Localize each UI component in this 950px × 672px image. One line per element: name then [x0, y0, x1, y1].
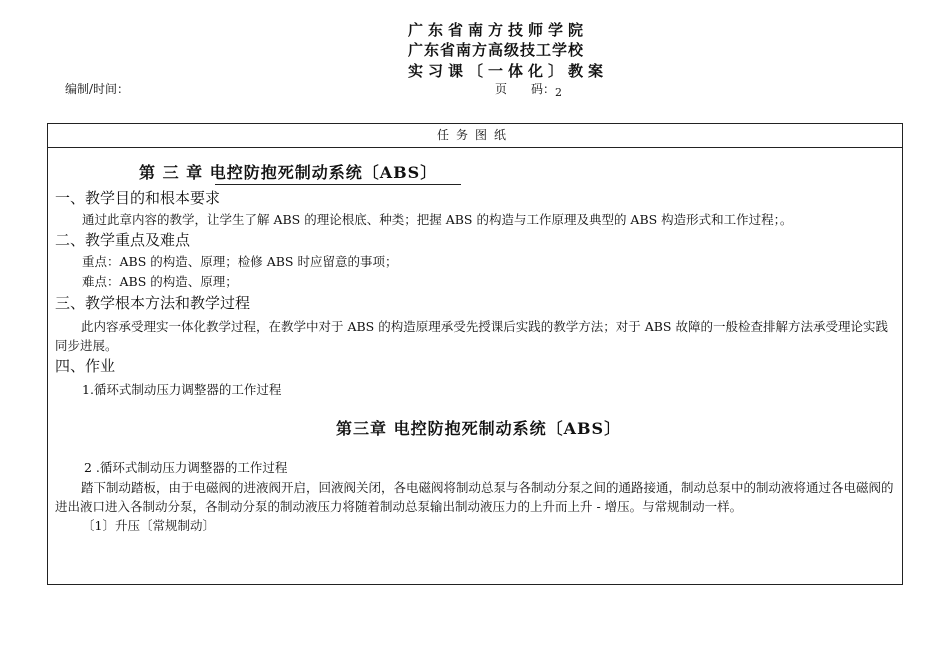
step-1: 〔1〕升压〔常规制动〕 — [82, 518, 215, 533]
author-time-label: 编制/时间： — [65, 82, 130, 96]
page-number-label — [495, 80, 562, 97]
section-4-item-1: 1.循环式制动压力调整器的工作过程 — [82, 382, 282, 397]
page-number: 2 — [555, 86, 563, 99]
section-2-title: 二、教学重点及难点 — [55, 231, 191, 249]
subsection-text: 踏下制动踏板，由于电磁阀的进液阀开启，回液阀关闭，各电磁阀将制动总泵与各制动分泵之间的通路接通，制动总泵中的制动液将通过各电磁阀的进出液口进入各制动分泵，各制动分泵的制动液压力将随着制动总泵输出制动液压力的上升而上升 - 增压。与常规制动一样。 — [55, 480, 894, 514]
section-1-text: 通过此章内容的教学，让学生了解 ABS 的理论根底、种类；把握 ABS 的构造与工作原理及典型的 ABS 构造形式和工作过程；。 — [82, 212, 793, 227]
section-3-text: 此内容承受理实一体化教学过程，在教学中对于 ABS 的构造原理承受先授课后实践的教学方法；对于 ABS 故障的一般检查排解方法承受理论实践同步进展。 — [55, 319, 888, 353]
section-2-line-1: 重点：ABS 的构造、原理；检修 ABS 时应留意的事项； — [82, 254, 398, 269]
section-3-title: 三、教学根本方法和教学过程 — [55, 294, 251, 312]
subsection-title: 2 .循环式制动压力调整器的工作过程 — [84, 460, 288, 475]
school-name: 广东省南方技师学院 — [408, 21, 589, 39]
chapter-title-underline — [215, 184, 461, 185]
section-2-line-2: 难点：ABS 的构造、原理； — [82, 274, 238, 289]
chapter-title: 第 三 章 电控防抱死制动系统〔ABS〕 — [139, 163, 438, 182]
school-name-alt: 广东省南方高级技工学校 — [408, 41, 585, 59]
section-4-title: 四、作业 — [55, 357, 116, 375]
section-1-title: 一、教学目的和根本要求 — [55, 189, 221, 207]
plan-title: 实习课〔一体化〕教案 — [408, 62, 609, 80]
task-sheet-heading: 任务图纸 — [48, 124, 902, 148]
page-label: 页 码： — [495, 82, 556, 96]
chapter-title-2: 第三章 电控防抱死制动系统〔ABS〕 — [336, 419, 622, 438]
